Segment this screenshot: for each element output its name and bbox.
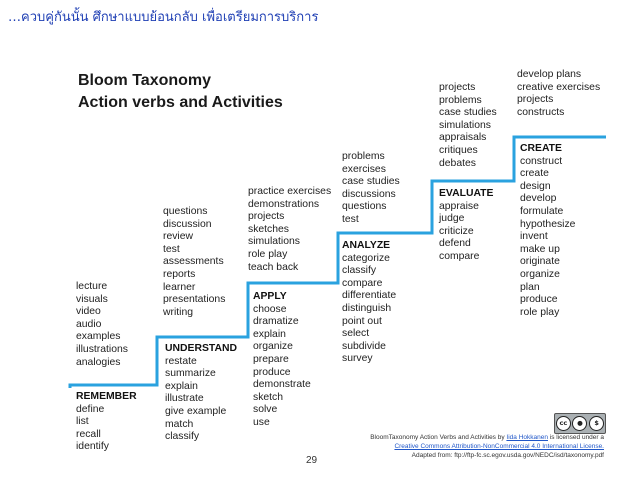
noncommercial-icon: $ xyxy=(589,416,604,431)
list-item: learner xyxy=(163,281,196,293)
list-item: debates xyxy=(439,157,476,169)
list-item: classify xyxy=(165,431,200,443)
remember-header: REMEMBER xyxy=(76,391,137,402)
list-item: exercises xyxy=(342,163,386,175)
list-item: select xyxy=(342,328,370,340)
list-item: test xyxy=(163,243,180,255)
list-item: criticize xyxy=(439,225,474,237)
list-item: sketch xyxy=(253,391,284,403)
diagram-title-line1: Bloom Taxonomy xyxy=(78,72,212,89)
list-item: role play xyxy=(520,306,560,318)
list-item: judge xyxy=(439,213,465,225)
list-item: case studies xyxy=(342,176,400,188)
list-item: create xyxy=(520,168,549,180)
list-item: questions xyxy=(342,201,387,213)
list-item: critiques xyxy=(439,144,478,156)
credit-prefix: BloomTaxonomy Action Verbs and Activities by xyxy=(370,434,505,441)
list-item: audio xyxy=(76,318,102,330)
list-item: identify xyxy=(76,441,109,453)
list-item: appraise xyxy=(439,200,479,212)
list-item: organize xyxy=(520,268,560,280)
author-link[interactable]: Iida Hokkanen xyxy=(506,434,548,441)
list-item: analogies xyxy=(76,356,121,368)
understand-activities xyxy=(163,206,225,319)
list-item: develop xyxy=(520,193,557,205)
list-item: case studies xyxy=(439,107,497,119)
analyze-verbs xyxy=(342,240,396,366)
apply-activities xyxy=(248,186,331,274)
list-item: prepare xyxy=(253,353,289,365)
adapted-source: Adapted from: ftp://ftp-fc.sc.egov.usda.gov/NEDC/isd/taxonomy.pdf xyxy=(411,452,604,459)
list-item: practice exercises xyxy=(248,186,332,197)
analyze-activities xyxy=(342,151,400,227)
list-item: classify xyxy=(342,265,377,277)
list-item: categorize xyxy=(342,252,390,264)
understand-header: UNDERSTAND xyxy=(165,343,237,354)
list-item: explain xyxy=(165,380,198,392)
list-item: design xyxy=(520,180,551,192)
remember-activities xyxy=(76,281,128,369)
list-item: formulate xyxy=(520,205,564,217)
list-item: test xyxy=(342,213,359,225)
list-item: presentations xyxy=(163,294,226,306)
create-activities xyxy=(517,69,600,119)
list-item: discussion xyxy=(163,218,212,230)
list-item: illustrations xyxy=(76,343,128,355)
list-item: give example xyxy=(165,405,227,417)
cc-license-badge[interactable] xyxy=(554,413,606,434)
list-item: problems xyxy=(342,151,385,162)
list-item: compare xyxy=(342,277,383,289)
diagram-title-line2: Action verbs and Activities xyxy=(78,94,283,111)
apply-verbs xyxy=(253,291,311,430)
list-item: subdivide xyxy=(342,340,386,352)
understand-verbs xyxy=(165,343,237,444)
list-item: sketches xyxy=(248,223,290,235)
create-header: CREATE xyxy=(520,143,562,154)
list-item: defend xyxy=(439,238,471,250)
person-icon: ● xyxy=(572,416,587,431)
remember-verbs xyxy=(76,391,137,454)
list-item: invent xyxy=(520,231,548,243)
list-item: distinguish xyxy=(342,302,392,314)
list-item: assessments xyxy=(163,256,224,268)
list-item: survey xyxy=(342,353,373,365)
list-item: illustrate xyxy=(165,393,204,405)
list-item: problems xyxy=(439,94,482,106)
list-item: demonstrate xyxy=(253,379,311,391)
list-item: organize xyxy=(253,341,293,353)
list-item: summarize xyxy=(165,368,216,380)
list-item: define xyxy=(76,403,105,415)
apply-header: APPLY xyxy=(253,291,287,302)
page-number: 29 xyxy=(306,455,318,466)
list-item: creative exercises xyxy=(517,81,601,93)
list-item: discussions xyxy=(342,188,396,200)
list-item: compare xyxy=(439,250,480,262)
cc-icon: cc xyxy=(556,416,571,431)
list-item: explain xyxy=(253,328,286,340)
list-item: plan xyxy=(520,281,540,293)
create-verbs xyxy=(520,143,575,319)
list-item: produce xyxy=(520,294,558,306)
list-item: appraisals xyxy=(439,132,487,144)
list-item: projects xyxy=(517,94,554,106)
evaluate-verbs xyxy=(439,188,493,264)
list-item: recall xyxy=(76,428,101,440)
list-item: questions xyxy=(163,206,208,217)
list-item: demonstrations xyxy=(248,198,320,210)
list-item: develop plans xyxy=(517,69,582,80)
list-item: use xyxy=(253,416,270,428)
list-item: role play xyxy=(248,248,288,260)
list-item: lecture xyxy=(76,281,108,292)
analyze-header: ANALYZE xyxy=(342,240,391,251)
list-item: visuals xyxy=(76,293,108,305)
list-item: projects xyxy=(248,211,285,223)
credit-suffix: is licensed under a xyxy=(549,434,604,441)
list-item: match xyxy=(165,418,194,430)
list-item: simulations xyxy=(439,119,491,131)
evaluate-activities xyxy=(439,82,497,170)
evaluate-header: EVALUATE xyxy=(439,188,494,199)
list-item: solve xyxy=(253,404,278,416)
list-item: simulations xyxy=(248,236,300,248)
slide-title: …ควบคู่กันนั้น ศึกษาแบบย้อนกลับ เพื่อเตรียมการบริการ xyxy=(8,10,319,25)
list-item: teach back xyxy=(248,261,299,273)
list-item: projects xyxy=(439,82,476,93)
list-item: constructs xyxy=(517,106,565,118)
list-item: hypothesize xyxy=(520,218,576,230)
list-item: construct xyxy=(520,155,563,167)
list-item: point out xyxy=(342,315,382,327)
list-item: list xyxy=(76,416,89,428)
list-item: video xyxy=(76,306,101,318)
list-item: originate xyxy=(520,256,560,268)
list-item: produce xyxy=(253,366,291,378)
list-item: dramatize xyxy=(253,316,299,328)
list-item: writing xyxy=(163,306,194,318)
list-item: restate xyxy=(165,355,197,367)
list-item: differentiate xyxy=(342,290,397,302)
list-item: review xyxy=(163,231,194,243)
list-item: examples xyxy=(76,331,121,343)
list-item: make up xyxy=(520,243,560,255)
license-credit xyxy=(318,433,604,460)
list-item: reports xyxy=(163,268,196,280)
list-item: choose xyxy=(253,303,287,315)
license-link[interactable]: Creative Commons Attribution-NonCommercial 4.0 International License. xyxy=(394,443,604,450)
